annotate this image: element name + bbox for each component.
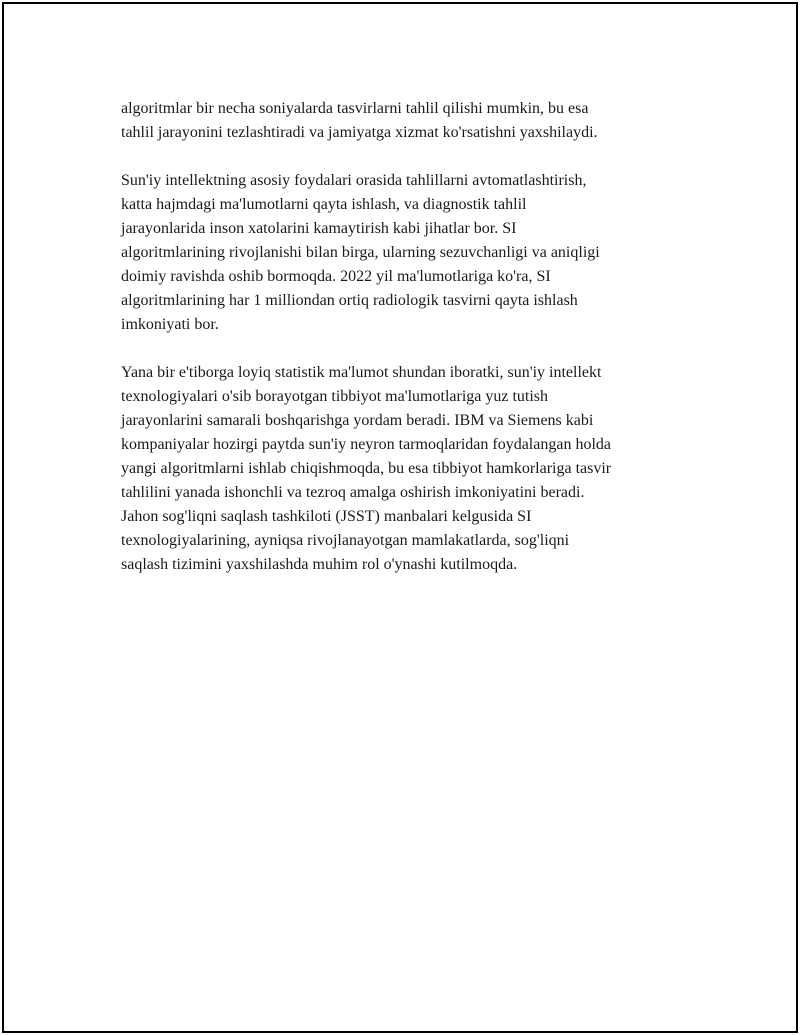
paragraph: Sun'iy intellektning asosiy foydalari orasida tahlillarni avtomatlashtirish, katta hajmdagi ma'lumotlarni qayta ishlash, va diagnostik tahlil jarayonlarida inson xatolarini kamaytirish kabi jihatlar bor. SI algoritmlarining rivojlanishi bilan birga, ularning sezuvchanligi va aniqligi doimiy ravishda oshib bormoqda. 2022 yil ma'lumotlariga ko'ra, SI algoritmlarining har 1 milliondan ortiq radiologik tasvirni qayta ishlash imkoniyati bor. — [121, 172, 600, 333]
page-frame — [2, 2, 798, 1033]
document-body — [121, 97, 711, 601]
paragraph: Yana bir e'tiborga loyiq statistik ma'lumot shundan iboratki, sun'iy intellekt texnologiyalari o'sib borayotgan tibbiyot ma'lumotlariga yuz tutish jarayonlarini samarali boshqarishga yordam beradi. IBM va Siemens kabi kompaniyalar hozirgi paytda sun'iy neyron tarmoqlaridan foydalangan holda yangi algoritmlarni ishlab chiqishmoqda, bu esa tibbiyot hamkorlariga tasvir tahlilini yanada ishonchli va tezroq amalga oshirish imkoniyatini beradi. Jahon sog'liqni saqlash tashkiloti (JSST) manbalari kelgusida SI texnologiyalarining, ayniqsa rivojlanayotgan mamlakatlarda, sog'liqni saqlash tizimini yaxshilashda muhim rol o'ynashi kutilmoqda. — [121, 364, 612, 573]
paragraph: algoritmlar bir necha soniyalarda tasvirlarni tahlil qilishi mumkin, bu esa tahlil jarayonini tezlashtiradi va jamiyatga xizmat ko'rsatishni yaxshilaydi. — [121, 100, 598, 141]
